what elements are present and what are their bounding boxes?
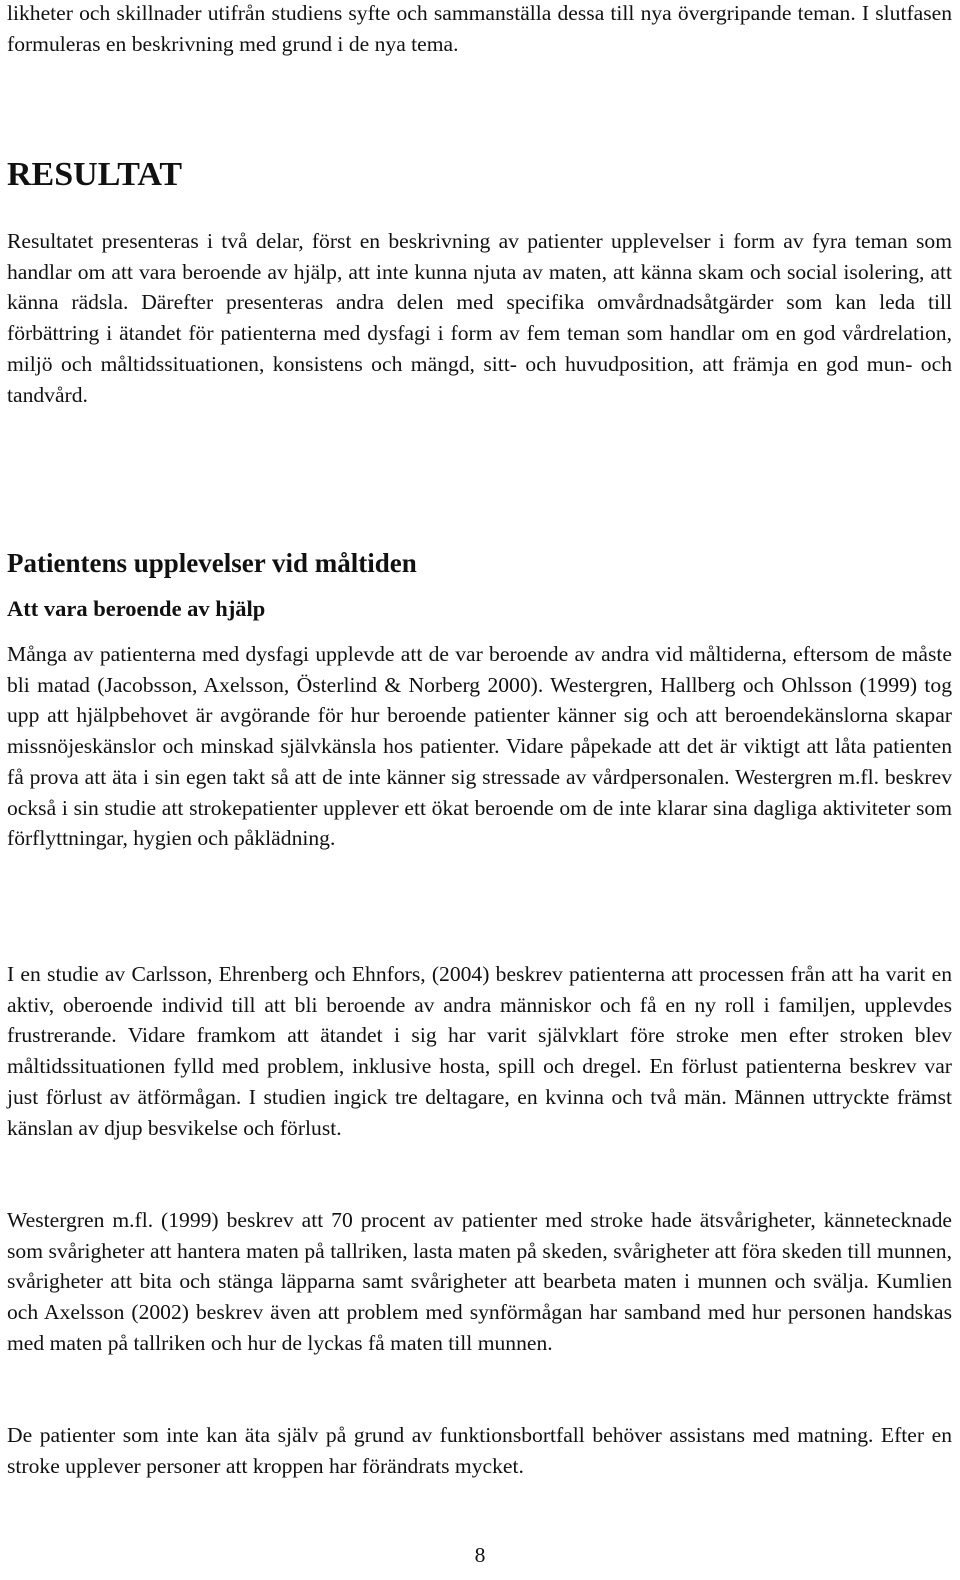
body-paragraph: Många av patienterna med dysfagi upplevde att de var beroende av andra vid måltiderna, eftersom de måste bli matad (Jacobsson, Axelsson, Österlind & Norberg 2000). Westergren, Hallberg och Ohlsson (1999) tog upp att hjälpbehovet är avgörande för hur beroende patienter känner sig och att beroendekänslorna skapar missnöjeskänslor och minskad självkänsla hos patienter. Vidare påpekade att det är viktigt att låta patienten få prova att äta i sin egen takt så att de inte känner sig stressade av vårdpersonalen. Westergren m.fl. beskrev också i sin studie att strokepatienter upplever ett ökat beroende om de inte klarar sina dagliga aktiviteter som förflyttningar, hygien och påklädning. — [7, 642, 952, 851]
page-number: 8 — [474, 1543, 486, 1567]
subsection-heading: Att vara beroende av hjälp — [7, 596, 266, 621]
intro-paragraph: likheter och skillnader utifrån studiens syfte och sammanställa dessa till nya övergripande teman. I slutfasen formuleras en beskrivning med grund i de nya tema. — [7, 1, 952, 56]
result-heading: RESULTAT — [7, 156, 183, 193]
result-paragraph: Resultatet presenteras i två delar, först en beskrivning av patienter upplevelser i form av fyra teman som handlar om att vara beroende av hjälp, att inte kunna njuta av maten, att känna skam och social isolering, att känna rädsla. Därefter presenteras andra delen med specifika omvårdnadsåtgärder som kan leda till förbättring i ätandet för patienterna med dysfagi i form av fem teman som handlar om en god vårdrelation, miljö och måltidssituationen, konsistens och mängd, sitt- och huvudposition, att främja en god mun- och tandvård. — [7, 229, 952, 407]
section-heading: Patientens upplevelser vid måltiden — [7, 548, 417, 578]
body-paragraph: I en studie av Carlsson, Ehrenberg och Ehnfors, (2004) beskrev patienterna att processen från att ha varit en aktiv, oberoende individ till att bli beroende av andra människor och få en ny roll i familjen, upplevdes frustrerande. Vidare framkom att ätandet i sig har varit självklart före stroke men efter stroken blev måltidssituationen fylld med problem, inklusive hosta, spill och dregel. En förlust patienterna beskrev var just förlust av ätförmågan. I studien ingick tre deltagare, en kvinna och två män. Männen uttryckte främst känslan av djup besvikelse och förlust. — [7, 962, 952, 1140]
body-paragraph: De patienter som inte kan äta själv på grund av funktionsbortfall behöver assistans med matning. Efter en stroke upplever personer att kroppen har förändrats mycket. — [7, 1423, 952, 1478]
body-paragraph: Westergren m.fl. (1999) beskrev att 70 procent av patienter med stroke hade ätsvårigheter, kännetecknade som svårigheter att hantera maten på tallriken, lasta maten på skeden, svårigheter att föra skeden till munnen, svårigheter att bita och stänga läpparna samt svårigheter att bearbeta maten i munnen och svälja. Kumlien och Axelsson (2002) beskrev även att problem med synförmågan har samband med hur personen handskas med maten på tallriken och hur de lyckas få maten till munnen. — [7, 1208, 952, 1355]
